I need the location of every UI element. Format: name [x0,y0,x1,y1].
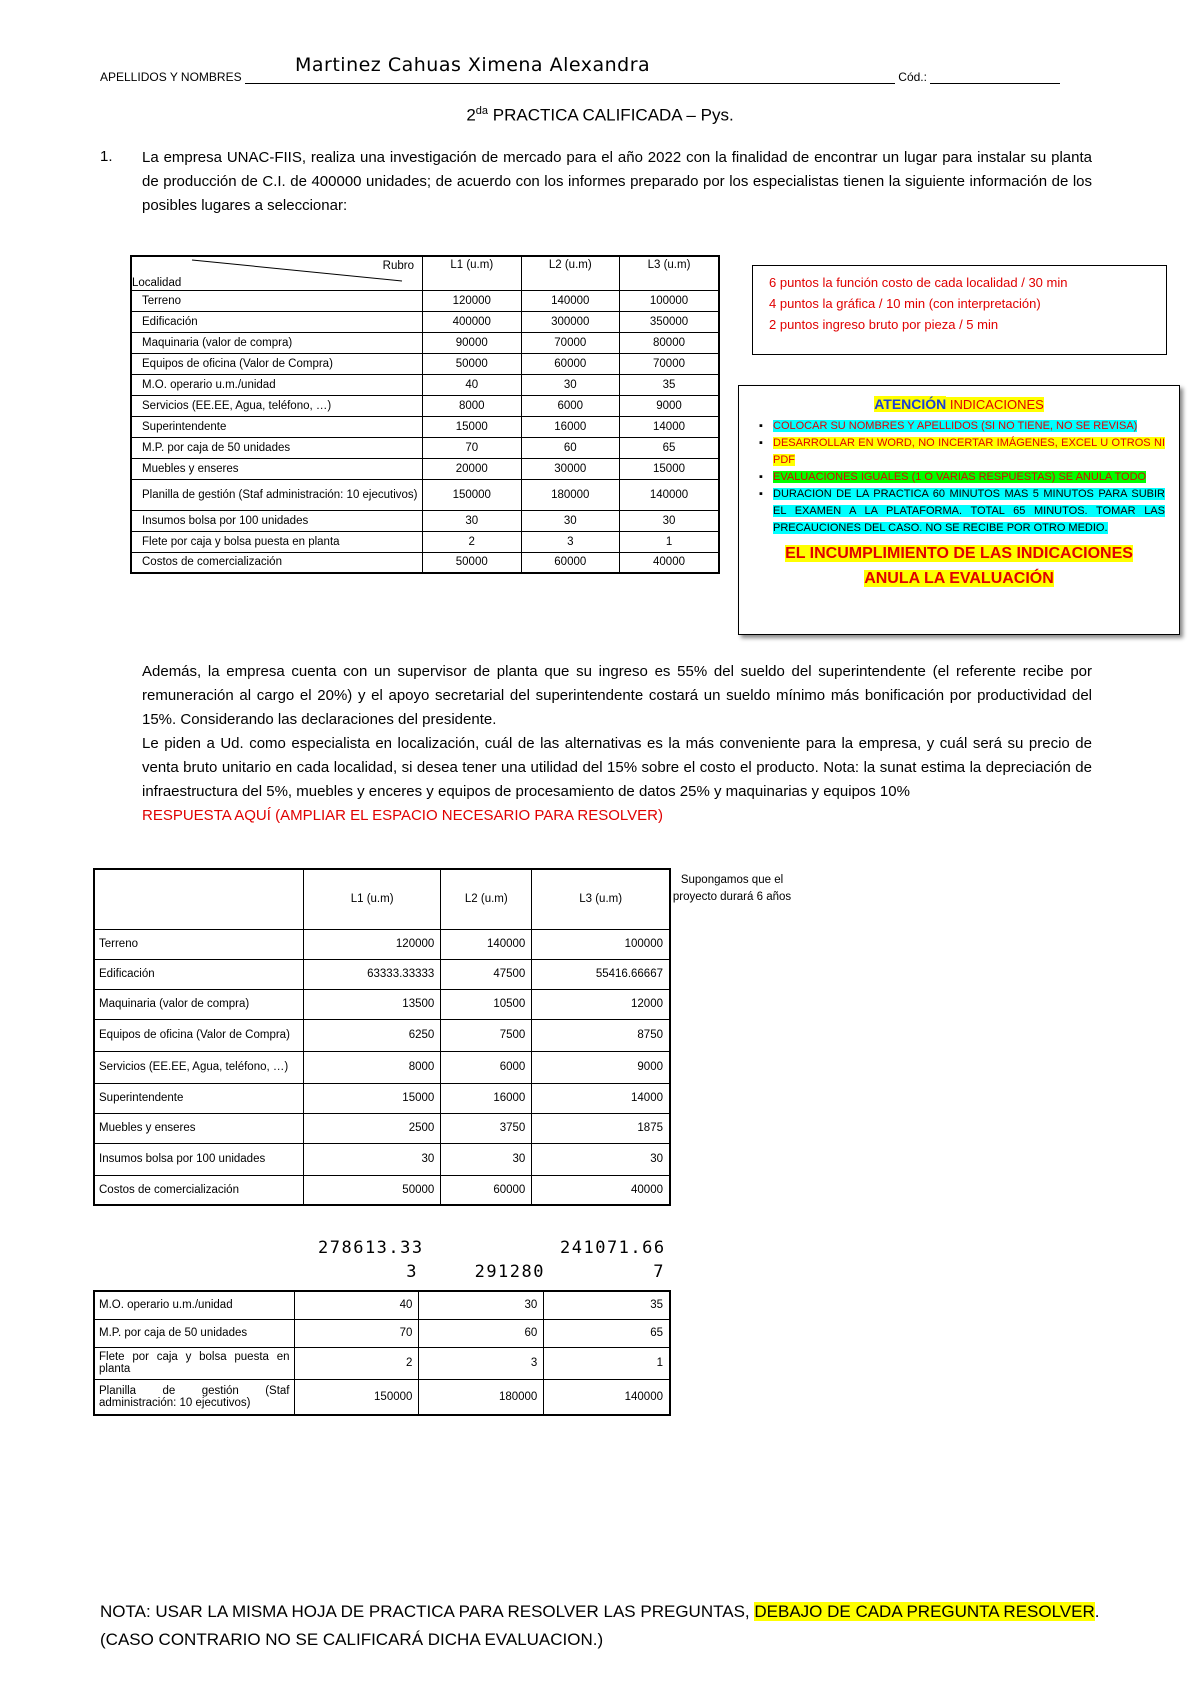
row-label: Muebles y enseres [94,1113,304,1143]
cell-value: 50000 [304,1175,441,1205]
row-label: Terreno [131,290,423,311]
cell-value: 8000 [304,1051,441,1083]
row-label: Insumos bolsa por 100 unidades [131,510,423,531]
empty-header-cell [94,869,304,929]
cod-underline [930,71,1060,84]
cell-value: 30 [620,510,719,531]
attention-list [739,418,1179,537]
answer-table [93,868,671,1206]
total-l2: 291280 [474,1262,545,1282]
attention-item-text: COLOCAR SU NOMBRES Y APELLIDOS (SI NO TIENE, NO SE REVISA) [773,420,1138,432]
cell-value: 400000 [423,311,522,332]
col-header-l1: L1 (u.m) [304,869,441,929]
answer-table-2 [93,1290,671,1416]
cell-value: 30 [441,1143,532,1175]
cell-value: 16000 [521,416,620,437]
header-line [100,70,1085,84]
cell-value: 30 [423,510,522,531]
cell-value: 3750 [441,1113,532,1143]
cell-value: 16000 [441,1083,532,1113]
cell-value: 9000 [620,395,719,416]
total-l1-a: 278613.33 [318,1238,424,1258]
row-label: Maquinaria (valor de compra) [94,989,304,1019]
row-label: Costos de comercialización [131,552,423,573]
cell-value: 150000 [294,1379,419,1415]
row-label: Servicios (EE.EE, Agua, teléfono, …) [94,1051,304,1083]
points-line: 2 puntos ingreso bruto por pieza / 5 min [769,317,999,332]
points-line: 4 puntos la gráfica / 10 min (con interpretación) [769,296,1041,311]
note-part-3: . (CASO CONTRARIO NO SE CALIFICARÁ DICHA EVALUACION.) [100,1602,1100,1649]
page-title [0,105,1200,126]
corner-bottom-label: Localidad [132,276,182,289]
cell-value: 14000 [532,1083,670,1113]
attention-item [759,469,1165,486]
cell-value: 15000 [423,416,522,437]
table-row [131,437,719,458]
name-underline [245,71,895,84]
cell-value: 65 [544,1319,670,1347]
title-number: 2 [466,105,476,125]
cell-value: 1 [620,531,719,552]
row-label: Superintendente [94,1083,304,1113]
table-row [131,311,719,332]
cell-value: 8000 [423,395,522,416]
cell-value: 3 [521,531,620,552]
cell-value: 60000 [521,353,620,374]
table-row [131,353,719,374]
cell-value: 50000 [423,552,522,573]
cell-value: 120000 [423,290,522,311]
cell-value: 20000 [423,458,522,479]
cell-value: 140000 [544,1379,670,1415]
col-header-l3: L3 (u.m) [532,869,670,929]
cell-value: 70 [423,437,522,458]
table-row [94,989,670,1019]
cell-value: 140000 [441,929,532,959]
cell-value: 65 [620,437,719,458]
table-row [131,374,719,395]
cell-value: 180000 [521,479,620,510]
row-label: Planilla de gestión (Staf administración: 10 ejecutivos) [131,479,423,510]
paragraph-2-p2: Le piden a Ud. como especialista en localización, cuál de las alternativas es la más conveniente para la empresa, y cuál será su precio de venta bruto unitario en cada localidad, si desea tener una utilidad del 15% sobre el costo el producto. Nota: la sunat estima la depreciación de infraestructura del 5%, muebles y enceres y equipos de procesamiento de datos 25% y maquinarias y equipos 10% [142,735,1092,800]
row-label: M.P. por caja de 50 unidades [94,1319,294,1347]
cell-value: 35 [544,1291,670,1319]
points-line: 6 puntos la función costo de cada localidad / 30 min [769,275,1068,290]
cell-value: 60000 [521,552,620,573]
table-row [94,1319,670,1347]
row-label: Flete por caja y bolsa puesta en planta [131,531,423,552]
table-row [131,479,719,510]
attention-box [738,385,1180,635]
cell-value: 100000 [620,290,719,311]
cell-value: 70 [294,1319,419,1347]
note-part-1: NOTA: USAR LA MISMA HOJA DE PRACTICA PARA RESOLVER LAS PREGUNTAS, [100,1602,755,1621]
warning-line-2: ANULA LA EVALUACIÓN [864,570,1054,587]
attention-item [759,435,1165,469]
cell-value: 40000 [532,1175,670,1205]
attention-item [759,486,1165,537]
attention-item-text: EVALUACIONES IGUALES (1 O VARIAS RESPUESTAS) SE ANULA TODO [773,471,1147,483]
row-label: M.O. operario u.m./unidad [131,374,423,395]
cell-value: 1 [544,1347,670,1379]
cell-value: 70000 [620,353,719,374]
cell-value: 100000 [532,929,670,959]
cell-value: 3 [419,1347,544,1379]
cell-value: 80000 [620,332,719,353]
cell-value: 6250 [304,1019,441,1051]
cell-value: 60 [521,437,620,458]
note-part-2: DEBAJO DE CADA PREGUNTA RESOLVER [754,1602,1095,1621]
table-row [94,1113,670,1143]
cell-value: 30 [304,1143,441,1175]
table-row [131,416,719,437]
row-label: Equipos de oficina (Valor de Compra) [131,353,423,374]
row-label: Terreno [94,929,304,959]
cell-value: 30 [521,510,620,531]
cell-value: 14000 [620,416,719,437]
row-label: Servicios (EE.EE, Agua, teléfono, …) [131,395,423,416]
cell-value: 1875 [532,1113,670,1143]
cell-value: 60000 [441,1175,532,1205]
label-nombres: APELLIDOS Y NOMBRES [100,70,242,84]
cell-value: 180000 [419,1379,544,1415]
cell-value: 6000 [441,1051,532,1083]
cell-value: 8750 [532,1019,670,1051]
cell-value: 7500 [441,1019,532,1051]
row-label: Edificación [94,959,304,989]
answer-label: RESPUESTA AQUÍ (AMPLIAR EL ESPACIO NECESARIO PARA RESOLVER) [142,807,663,824]
cell-value: 63333.33333 [304,959,441,989]
cell-value: 140000 [620,479,719,510]
cell-value: 40 [423,374,522,395]
cell-value: 15000 [304,1083,441,1113]
side-note: Supongamos que el proyecto durará 6 años [672,874,792,903]
cell-value: 15000 [620,458,719,479]
row-label: Costos de comercialización [94,1175,304,1205]
corner-header [131,256,423,290]
row-label: Edificación [131,311,423,332]
table-row [94,1083,670,1113]
warning-line-1: EL INCUMPLIMIENTO DE LAS INDICACIONES [785,545,1133,562]
table-row [131,531,719,552]
label-cod: Cód.: [898,70,927,84]
cell-value: 30 [419,1291,544,1319]
attention-item-text: DURACION DE LA PRACTICA 60 MINUTOS MAS 5 MINUTOS PARA SUBIR EL EXAMEN A LA PLATAFORMA. TOTAL 65 MINUTOS. TOMAR LAS PRECAUCIONES DEL CASO. NO SE RECIBE POR OTRO MEDIO. [773,488,1165,534]
cell-value: 9000 [532,1051,670,1083]
table-row [131,458,719,479]
question-text: La empresa UNAC-FIIS, realiza una investigación de mercado para el año 2022 con la finalidad de encontrar un lugar para instalar su planta de producción de C.I. de 400000 unidades; de acuerdo con los informes preparado por los especialistas tienen la siguiente información de los posibles lugares a seleccionar: [142,149,1092,214]
cell-value: 30000 [521,458,620,479]
attention-title-a: ATENCIÓN [874,396,947,412]
row-label: Muebles y enseres [131,458,423,479]
attention-warning [739,541,1179,591]
col-header-l2: L2 (u.m) [521,256,620,290]
attention-title-b: INDICACIONES [946,397,1044,412]
table-row [94,1143,670,1175]
cell-value: 300000 [521,311,620,332]
attention-item-text: DESARROLLAR EN WORD, NO INCERTAR IMÁGENES, EXCEL U OTROS NI PDF [773,437,1165,466]
cell-value: 150000 [423,479,522,510]
cell-value: 2500 [304,1113,441,1143]
table-row [131,552,719,573]
table-row [94,1291,670,1319]
cell-value: 70000 [521,332,620,353]
cell-value: 40000 [620,552,719,573]
table-row [94,959,670,989]
row-label: M.O. operario u.m./unidad [94,1291,294,1319]
total-l3-a: 241071.66 [560,1238,666,1258]
table-row [131,290,719,311]
cell-value: 140000 [521,290,620,311]
cell-value: 35 [620,374,719,395]
cell-value: 120000 [304,929,441,959]
cell-value: 6000 [521,395,620,416]
table-row [131,332,719,353]
table-row [131,395,719,416]
title-sup: da [475,105,489,117]
cell-value: 12000 [532,989,670,1019]
col-header-l2: L2 (u.m) [441,869,532,929]
row-label: Equipos de oficina (Valor de Compra) [94,1019,304,1051]
col-header-l1: L1 (u.m) [423,256,522,290]
attention-item [759,418,1165,435]
attention-title [739,396,1179,412]
paragraph-2-p1: Además, la empresa cuenta con un supervisor de planta que su ingreso es 55% del sueldo del superintendente (el referente recibe por remuneración al cargo el 20%) y el apoyo secretarial del superintendente costará un sueldo mínimo más bonificación por productividad del 15%. Considerando las declaraciones del presidente. [142,663,1092,728]
table-row [94,1347,670,1379]
student-name: Martinez Cahuas Ximena Alexandra [295,54,651,76]
cell-value: 90000 [423,332,522,353]
cell-value: 13500 [304,989,441,1019]
cell-value: 30 [521,374,620,395]
row-label: Superintendente [131,416,423,437]
table-row [94,1019,670,1051]
cell-value: 50000 [423,353,522,374]
table-row [94,1379,670,1415]
total-l3-b: 7 [653,1262,665,1282]
table-row [94,1051,670,1083]
cell-value: 350000 [620,311,719,332]
cell-value: 47500 [441,959,532,989]
total-l1-b: 3 [406,1262,418,1282]
col-header-l3: L3 (u.m) [620,256,719,290]
row-label: Flete por caja y bolsa puesta en planta [94,1347,294,1379]
table-row [94,929,670,959]
cell-value: 60 [419,1319,544,1347]
corner-top-label: Rubro [382,260,414,272]
row-label: M.P. por caja de 50 unidades [131,437,423,458]
footer-note [100,1598,1100,1654]
cell-value: 30 [532,1143,670,1175]
table-row [94,1175,670,1205]
title-text: PRACTICA CALIFICADA – Pys. [488,105,734,125]
question-number: 1. [100,148,113,165]
row-label: Maquinaria (valor de compra) [131,332,423,353]
row-label: Planilla de gestión (Staf administración: 10 ejecutivos) [94,1379,294,1415]
row-label: Insumos bolsa por 100 unidades [94,1143,304,1175]
cell-value: 2 [423,531,522,552]
cell-value: 10500 [441,989,532,1019]
cell-value: 55416.66667 [532,959,670,989]
paragraph-2 [142,660,1092,828]
cell-value: 2 [294,1347,419,1379]
data-table-localidades [130,255,720,574]
points-box [752,265,1167,355]
table-row [131,510,719,531]
cell-value: 40 [294,1291,419,1319]
